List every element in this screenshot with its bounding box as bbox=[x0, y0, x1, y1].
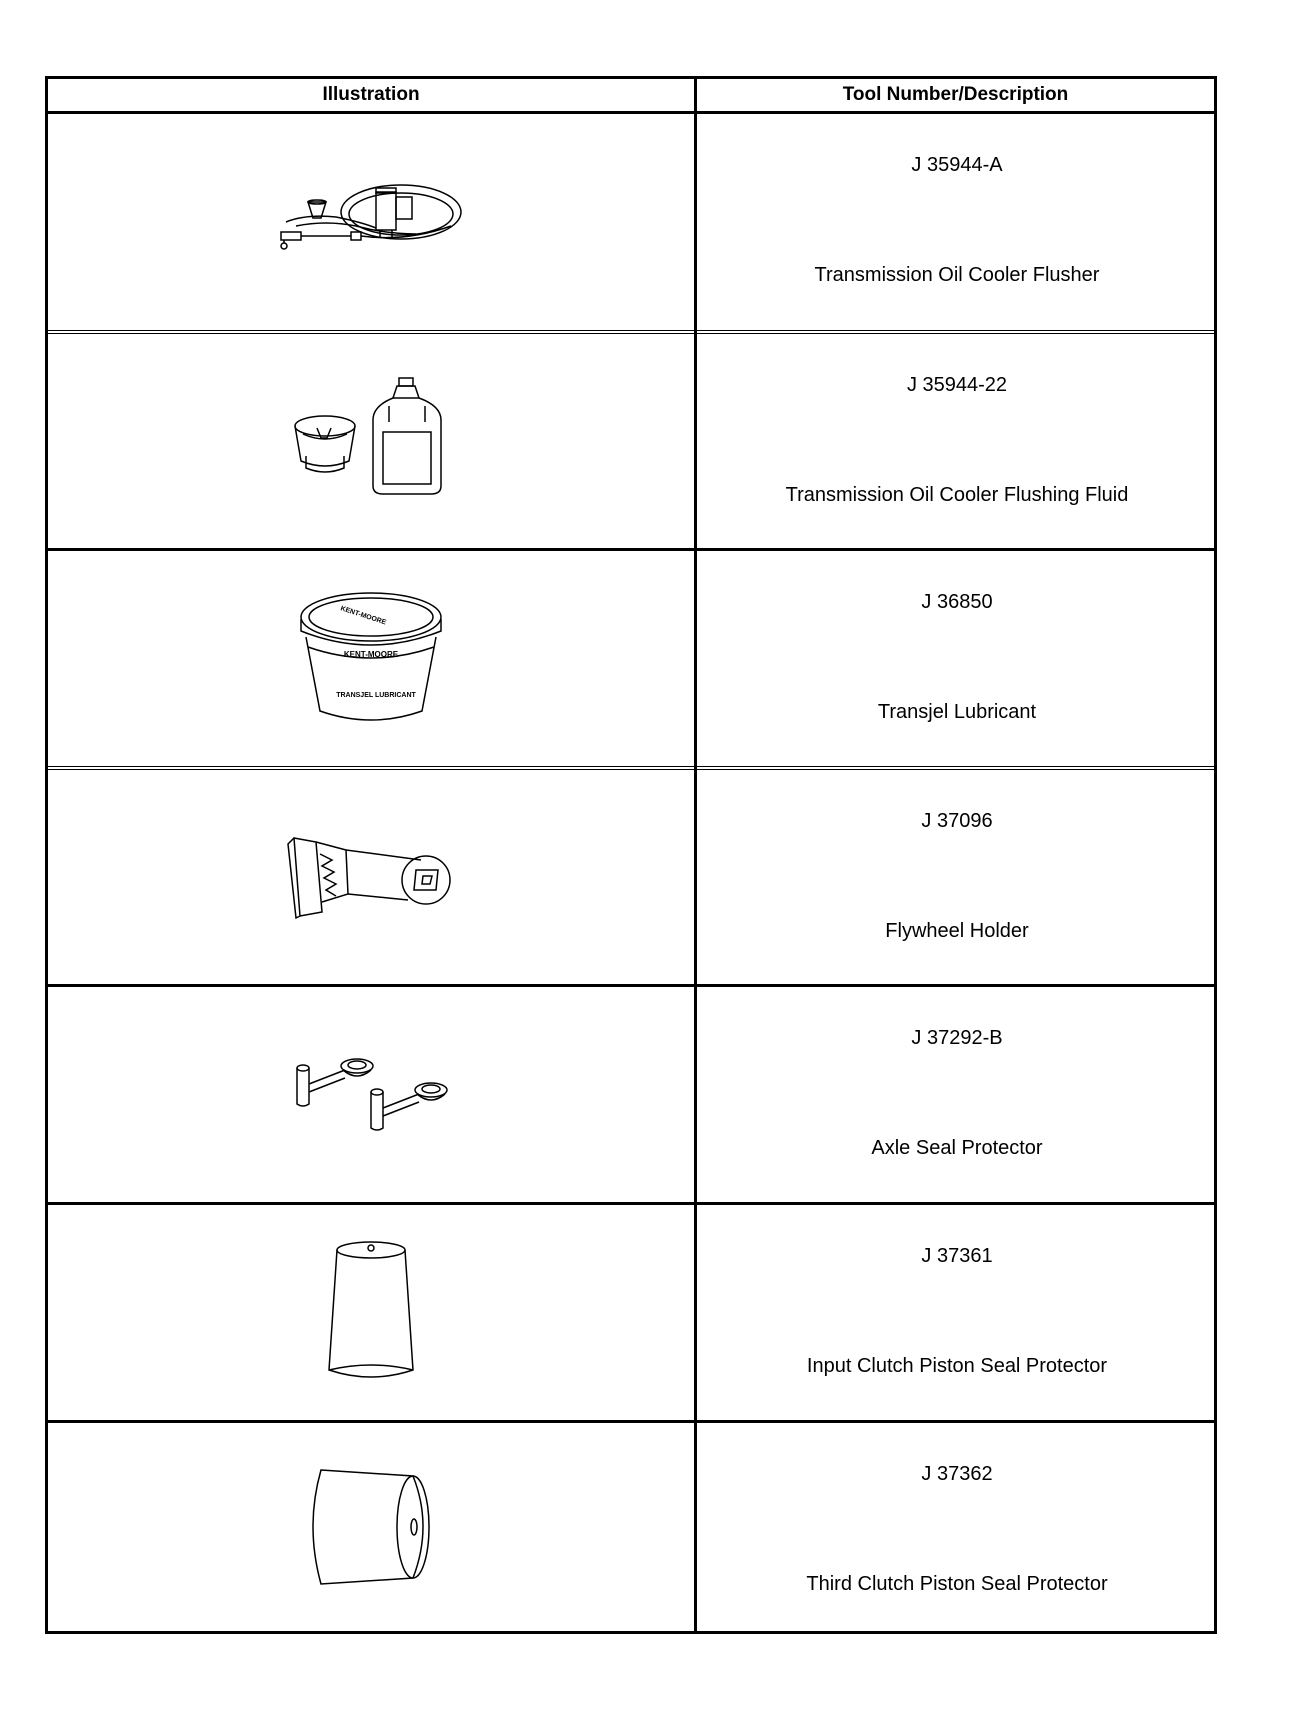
tool-number: J 35944-A bbox=[911, 154, 1003, 176]
tool-info-cell bbox=[697, 987, 1217, 1202]
lubricant-tub-icon bbox=[296, 589, 446, 729]
tool-info-cell bbox=[697, 551, 1217, 766]
table-row bbox=[48, 984, 1214, 1202]
oil-cooler-flusher-icon bbox=[276, 182, 466, 262]
tool-description: Transmission Oil Cooler Flushing Fluid bbox=[785, 484, 1129, 506]
tool-info-cell bbox=[697, 770, 1217, 984]
tub-band-label: KENT-MOORE bbox=[343, 649, 399, 659]
table-row bbox=[48, 1202, 1214, 1420]
special-tools-table bbox=[45, 76, 1217, 1634]
flushing-fluid-icon bbox=[291, 376, 451, 506]
tool-info-cell bbox=[697, 1423, 1217, 1631]
tool-description: Input Clutch Piston Seal Protector bbox=[806, 1355, 1108, 1377]
table-row bbox=[48, 766, 1214, 984]
tool-number: J 36850 bbox=[921, 591, 993, 613]
illustration-cell bbox=[48, 334, 694, 548]
header-tool-number-description: Tool Number/Description bbox=[842, 84, 1069, 105]
illustration-cell bbox=[48, 551, 694, 766]
table-row bbox=[48, 548, 1214, 766]
table-row bbox=[48, 1420, 1214, 1631]
tool-number: J 37292-B bbox=[911, 1027, 1003, 1049]
tool-description: Flywheel Holder bbox=[885, 920, 1029, 942]
tub-lid-label: KENT-MOORE bbox=[339, 604, 387, 627]
input-clutch-seal-protector-icon bbox=[321, 1238, 421, 1388]
table-header bbox=[48, 79, 1214, 114]
tool-description: Axle Seal Protector bbox=[871, 1137, 1043, 1159]
axle-seal-protector-icon bbox=[291, 1050, 451, 1140]
illustration-cell bbox=[48, 1205, 694, 1420]
tool-number: J 37362 bbox=[921, 1463, 993, 1485]
tool-description: Transjel Lubricant bbox=[877, 701, 1037, 723]
illustration-cell bbox=[48, 1423, 694, 1631]
tool-description: Transmission Oil Cooler Flusher bbox=[814, 264, 1100, 286]
tool-info-cell bbox=[697, 334, 1217, 548]
tub-product-label: TRANSJEL LUBRICANT bbox=[336, 691, 416, 699]
illustration-cell bbox=[48, 987, 694, 1202]
illustration-cell bbox=[48, 770, 694, 984]
header-illustration: Illustration bbox=[322, 84, 420, 105]
flywheel-holder-icon bbox=[286, 832, 456, 922]
tool-description: Third Clutch Piston Seal Protector bbox=[806, 1573, 1108, 1595]
tool-info-cell bbox=[697, 1205, 1217, 1420]
third-clutch-seal-protector-icon bbox=[301, 1462, 441, 1592]
tool-info-cell bbox=[697, 114, 1217, 330]
tool-number: J 37361 bbox=[921, 1245, 993, 1267]
tool-number: J 37096 bbox=[921, 810, 993, 832]
table-row bbox=[48, 330, 1214, 548]
table-row bbox=[48, 114, 1214, 330]
tool-number: J 35944-22 bbox=[906, 374, 1008, 396]
illustration-cell bbox=[48, 114, 694, 330]
